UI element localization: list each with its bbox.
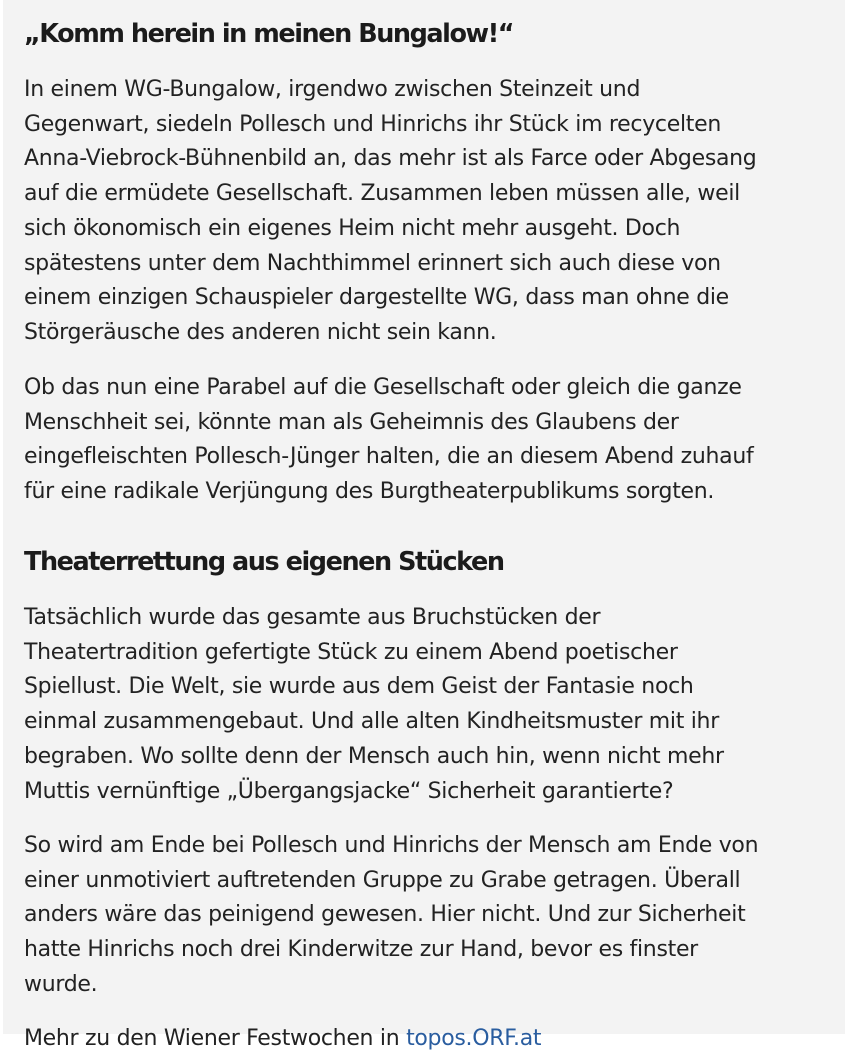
section-heading-bungalow: „Komm herein in meinen Bungalow!“ xyxy=(24,19,514,49)
paragraph-line: Spiellust. Die Welt, sie wurde aus dem Geist der Fantasie noch xyxy=(24,674,694,700)
paragraph-theatertradition xyxy=(24,601,724,809)
more-info-prefix: Mehr zu den Wiener Festwochen in xyxy=(24,1026,400,1051)
more-info-line xyxy=(24,1022,541,1057)
paragraph-line: einer unmotiviert auftretenden Gruppe zu Grabe getragen. Überall xyxy=(24,867,741,893)
paragraph-line: auf die ermüdete Gesellschaft. Zusammen leben müssen alle, weil xyxy=(24,181,740,207)
paragraph-line: anders wäre das peinigend gewesen. Hier nicht. Und zur Sicherheit xyxy=(24,902,746,928)
paragraph-line: einem einzigen Schauspieler dargestellte WG, dass man ohne die xyxy=(24,285,729,311)
paragraph-line: Menschheit sei, könnte man als Geheimnis des Glaubens der xyxy=(24,409,679,435)
topos-link[interactable]: topos.ORF.at xyxy=(406,1026,542,1051)
paragraph-line: Anna-Viebrock-Bühnenbild an, das mehr ist als Farce oder Abgesang xyxy=(24,146,757,172)
paragraph-line: begraben. Wo sollte denn der Mensch auch hin, wenn nicht mehr xyxy=(24,743,724,769)
paragraph-line: Tatsächlich wurde das gesamte aus Bruchstücken der xyxy=(24,605,601,630)
paragraph-line: In einem WG-Bungalow, irgendwo zwischen Steinzeit und xyxy=(24,77,641,102)
paragraph-line: Muttis vernünftige „Übergangsjacke“ Sicherheit garantierte? xyxy=(24,778,674,804)
paragraph-line: eingefleischten Pollesch-Jünger halten, die an diesem Abend zuhauf xyxy=(24,444,754,470)
paragraph-line: Störgeräusche des anderen nicht sein kann. xyxy=(24,319,497,345)
section-heading-theaterrettung: Theaterrettung aus eigenen Stücken xyxy=(24,547,504,577)
paragraph-wg-bungalow xyxy=(24,73,756,351)
paragraph-ende xyxy=(24,829,758,1003)
paragraph-line: Gegenwart, siedeln Pollesch und Hinrichs ihr Stück im recycelten xyxy=(24,111,721,137)
paragraph-line: spätestens unter dem Nachthimmel erinnert sich auch diese von xyxy=(24,250,721,276)
paragraph-line: wurde. xyxy=(24,971,98,997)
paragraph-parabel xyxy=(24,371,753,510)
paragraph-line: einmal zusammengebaut. Und alle alten Kindheitsmuster mit ihr xyxy=(24,709,719,735)
paragraph-line: für eine radikale Verjüngung des Burgtheaterpublikums sorgten. xyxy=(24,479,715,505)
paragraph-line: hatte Hinrichs noch drei Kinderwitze zur Hand, bevor es finster xyxy=(24,937,698,963)
paragraph-line: Ob das nun eine Parabel auf die Gesellschaft oder gleich die ganze xyxy=(24,375,742,400)
paragraph-line: So wird am Ende bei Pollesch und Hinrichs der Mensch am Ende von xyxy=(24,833,759,858)
paragraph-line: Theatertradition gefertigte Stück zu einem Abend poetischer xyxy=(24,639,678,665)
paragraph-line: sich ökonomisch ein eigenes Heim nicht mehr ausgeht. Doch xyxy=(24,215,681,241)
